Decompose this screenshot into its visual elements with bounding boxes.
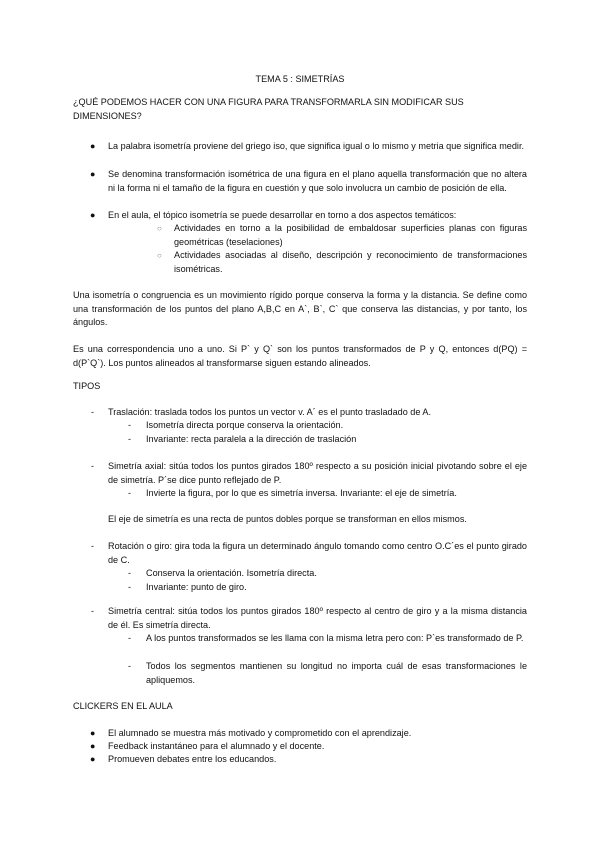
dash-icon: - bbox=[128, 661, 131, 671]
list-item-text: Isometría directa porque conserva la orientación. bbox=[146, 420, 344, 430]
list-item-text: Feedback instantáneo para el alumnado y el docente. bbox=[108, 741, 325, 751]
dash-icon: - bbox=[128, 488, 131, 498]
dash-icon: - bbox=[91, 606, 94, 616]
list-item-text: Traslación: traslada todos los puntos un vector v. A´ es el punto trasladado de A. bbox=[108, 407, 432, 417]
circle-bullet-icon: ○ bbox=[157, 251, 162, 260]
list-item-text: Invariante: punto de giro. bbox=[146, 582, 247, 592]
list-item bbox=[90, 753, 527, 767]
list-item bbox=[90, 727, 527, 741]
list-item-text: Actividades en torno a la posibilidad de embaldosar superficies planas con figuras geométricas (teselaciones) bbox=[174, 223, 527, 247]
dash-icon: - bbox=[91, 407, 94, 417]
list-item bbox=[157, 222, 527, 249]
list-item-text: La palabra isometría proviene del griego iso, que significa igual o lo mismo y metria que significa medir. bbox=[108, 141, 524, 151]
list-item-text: Actividades asociadas al diseño, descripción y reconocimiento de transformaciones isométricas. bbox=[174, 250, 527, 274]
list-item-text: Promueven debates entre los educandos. bbox=[108, 754, 277, 764]
dash-icon: - bbox=[128, 434, 131, 444]
paragraph-correspondencia: Es una correspondencia uno a uno. Si P` y Q` son los puntos transformados de P y Q, entonces d(PQ) = d(P`Q`). Los puntos alineados al transformarse siguen estando alineados. bbox=[73, 344, 527, 368]
dash-icon: - bbox=[128, 582, 131, 592]
circle-bullet-icon: ○ bbox=[157, 224, 162, 233]
bullet-icon: ● bbox=[90, 210, 96, 220]
list-item bbox=[128, 419, 527, 433]
list-item bbox=[90, 168, 527, 195]
list-item bbox=[91, 605, 527, 632]
list-item-text: Conserva la orientación. Isometría directa. bbox=[146, 568, 317, 578]
list-item-text: Simetría axial: sitúa todos los puntos girados 180º respecto a su posición inicial pivotando sobre el eje de simetría. P´se dice punto reflejado de P. bbox=[108, 461, 527, 485]
list-item bbox=[128, 660, 527, 687]
list-item bbox=[128, 567, 527, 581]
bullet-icon: ● bbox=[90, 741, 96, 751]
dash-icon: - bbox=[128, 568, 131, 578]
list-item bbox=[157, 249, 527, 276]
list-item-text: Se denomina transformación isométrica de una figura en el plano aquella transformación que no altera ni la forma ni el tamaño de la figura en cuestión y que solo involucra un cambio de posición de ella. bbox=[108, 169, 527, 193]
list-item-text: A los puntos transformados se les llama con la misma letra pero con: P`es transformado de P. bbox=[146, 633, 524, 643]
list-item bbox=[128, 581, 527, 595]
page-title: TEMA 5 : SIMETRÍAS bbox=[255, 74, 345, 84]
list-item-text: Invariante: recta paralela a la dirección de traslación bbox=[146, 434, 357, 444]
bullet-icon: ● bbox=[90, 169, 96, 179]
dash-icon: - bbox=[91, 461, 94, 471]
list-item-text: Simetría central: sitúa todos los puntos girados 180º respecto al centro de giro y a la misma distancia de él. Es simetría directa. bbox=[108, 606, 527, 630]
paragraph-eje-simetria: El eje de simetría es una recta de puntos dobles porque se transforman en ellos mismos. bbox=[108, 514, 467, 524]
list-item bbox=[90, 140, 527, 154]
list-item-text: Invierte la figura, por lo que es simetría inversa. Invariante: el eje de simetría. bbox=[146, 488, 457, 498]
bullet-icon: ● bbox=[90, 141, 96, 151]
bullet-icon: ● bbox=[90, 754, 96, 764]
list-item-text: El alumnado se muestra más motivado y comprometido con el aprendizaje. bbox=[108, 728, 412, 738]
dash-icon: - bbox=[128, 420, 131, 430]
paragraph-isometria: Una isometría o congruencia es un movimiento rígido porque conserva la forma y la distancia. Se define como una transformación de los puntos del plano A,B,C en A`, B`, C` que conserva las distancias, y por tanto, los ángulos. bbox=[73, 290, 527, 327]
list-item bbox=[128, 487, 527, 501]
dash-icon: - bbox=[91, 541, 94, 551]
list-item bbox=[128, 632, 527, 646]
list-item-text: Todos los segmentos mantienen su longitud no importa cuál de esas transformaciones le apliquemos. bbox=[146, 661, 527, 685]
list-item bbox=[91, 406, 527, 420]
section-heading-clickers: CLICKERS EN EL AULA bbox=[73, 701, 173, 711]
list-item bbox=[90, 740, 527, 754]
list-item bbox=[128, 433, 527, 447]
list-item bbox=[90, 209, 527, 223]
list-item bbox=[91, 540, 527, 567]
list-item-text: En el aula, el tópico isometría se puede desarrollar en torno a dos aspectos temáticos: bbox=[108, 210, 457, 220]
dash-icon: - bbox=[128, 633, 131, 643]
section-heading-tipos: TIPOS bbox=[73, 381, 101, 391]
section-question: ¿QUÉ PODEMOS HACER CON UNA FIGURA PARA TRANSFORMARLA SIN MODIFICAR SUS DIMENSIONES? bbox=[73, 97, 464, 121]
list-item-text: Rotación o giro: gira toda la figura un determinado ángulo tomando como centro O.C´es el punto girado de C. bbox=[108, 541, 527, 565]
list-item bbox=[91, 460, 527, 487]
bullet-icon: ● bbox=[90, 728, 96, 738]
